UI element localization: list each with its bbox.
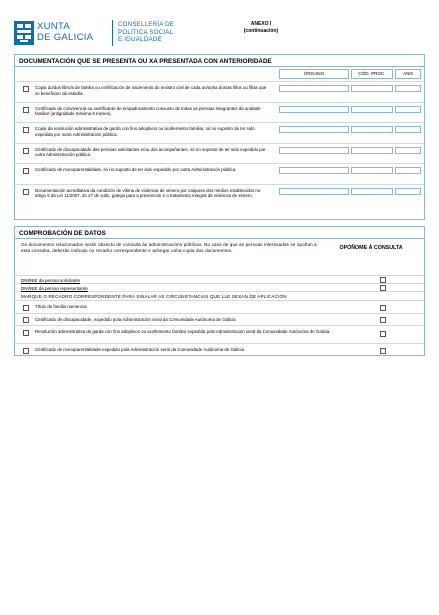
department-name: CONSELLERÍA DE POLÍTICA SOCIAL E IGUALDADE bbox=[118, 21, 175, 44]
dni-representative-row bbox=[15, 284, 424, 292]
document-row bbox=[15, 184, 424, 210]
document-row bbox=[15, 81, 424, 102]
circumstance-checkbox[interactable] bbox=[23, 317, 29, 323]
organ-field[interactable] bbox=[279, 85, 349, 92]
proc-code-field[interactable] bbox=[351, 106, 393, 113]
document-text: Copia da resolución administrativa de garda con fins adoptivos ou acollemento familiar, só no suposto de ter sido expedida por outra Administración pública. bbox=[35, 126, 255, 137]
year-field[interactable] bbox=[395, 147, 421, 154]
verification-row bbox=[15, 326, 424, 344]
document-text: Copia do/dos libro/s de familia ou certificación de nacemento do rexistro civil de cada un/unha dos/as fillos ou fillas que se beneficien da estadía. bbox=[35, 85, 267, 96]
column-proc-code: CÓD. PROC. bbox=[351, 69, 393, 79]
verification-intro bbox=[15, 239, 424, 276]
column-organ: ÓRGANO bbox=[279, 69, 349, 79]
year-field[interactable] bbox=[395, 106, 421, 113]
proc-code-field[interactable] bbox=[351, 188, 393, 195]
proc-code-field[interactable] bbox=[351, 85, 393, 92]
document-checkbox[interactable] bbox=[23, 86, 29, 92]
oppose-dni-representative-checkbox[interactable] bbox=[380, 285, 386, 291]
verification-row-text: Título de familia numerosa bbox=[35, 304, 87, 309]
annex-label: ANEXO I (continuación) bbox=[243, 21, 279, 34]
documents-section bbox=[14, 54, 425, 220]
verification-section bbox=[14, 226, 425, 356]
document-row bbox=[15, 143, 424, 164]
document-checkbox[interactable] bbox=[23, 148, 29, 154]
document-text: Certificado de monoparentalidade, só no suposto de ter sido expedido por outra Administración pública. bbox=[35, 167, 237, 172]
circumstance-checkbox[interactable] bbox=[23, 330, 29, 336]
document-text: Certificado de discapacidade das persoas solicitantes e/ou dos acompañantes, só no suposto de ter sido expedido por outra Administración pública. bbox=[35, 146, 266, 158]
oppose-checkbox[interactable] bbox=[380, 305, 386, 311]
verification-row-text: Certificado de monoparentalidade expedido pola Administración xeral da Comunidade Autónoma de Galicia. bbox=[35, 347, 246, 352]
mark-instruction-row bbox=[15, 292, 424, 301]
proc-code-field[interactable] bbox=[351, 126, 393, 133]
year-field[interactable] bbox=[395, 188, 421, 195]
organ-field[interactable] bbox=[279, 106, 349, 113]
oppose-checkbox[interactable] bbox=[380, 331, 386, 337]
header-divider bbox=[112, 20, 113, 46]
organ-field[interactable] bbox=[279, 188, 349, 195]
verification-row-text: Certificado de discapacidade, expedido pola Administración xeral da Comunidade Autónoma de Galicia bbox=[35, 316, 236, 322]
year-field[interactable] bbox=[395, 126, 421, 133]
verification-row bbox=[15, 301, 424, 314]
xunta-logo-icon bbox=[14, 21, 34, 45]
verification-intro-text: Os documentos relacionados serán obxecto de consulta ás administracións públicas. No caso de que as persoas interesadas se opoñan a esta consulta, deberán indicalo no recadro correspondente e achegar unha copia dos documentos. bbox=[21, 242, 317, 253]
dni-applicant-label: DNI/NIE da persoa solicitante bbox=[21, 277, 81, 283]
circumstance-checkbox[interactable] bbox=[23, 348, 29, 354]
proc-code-field[interactable] bbox=[351, 167, 393, 174]
document-text: Certificado de convivencia ou xustificante de empadroamento conxunto de todas as persoas integrantes da unidade familiar (antigüidade máxima 6 meses). bbox=[35, 105, 261, 117]
mark-instruction-text: MARQUE O RECADRO CORRESPONDENTE PARA SINALAR AS CIRCUNSTANCIAS QUE LLE SEXAN DE APLICACIÓN bbox=[21, 294, 287, 299]
organ-field[interactable] bbox=[279, 147, 349, 154]
organ-field[interactable] bbox=[279, 126, 349, 133]
document-row bbox=[15, 163, 424, 184]
page-header bbox=[14, 18, 425, 50]
column-year: ANO bbox=[395, 69, 421, 79]
verification-row bbox=[15, 344, 424, 357]
document-checkbox[interactable] bbox=[23, 107, 29, 113]
document-row bbox=[15, 102, 424, 123]
verification-row-text: Resolución administrativa de garda con fins adoptivos ou acollemento familiar expedida pola Administración xeral da Comunidade Autónoma de Galicia. bbox=[35, 329, 331, 334]
documents-column-header bbox=[15, 67, 424, 81]
xunta-wordmark: XUNTA DE GALICIA bbox=[37, 21, 94, 43]
oppose-dni-applicant-checkbox[interactable] bbox=[380, 277, 386, 283]
verification-row bbox=[15, 314, 424, 327]
document-checkbox[interactable] bbox=[23, 189, 29, 195]
oppose-checkbox[interactable] bbox=[380, 317, 386, 323]
dni-representative-label: DNI/NIE da persoa representante bbox=[21, 285, 88, 291]
oppose-checkbox[interactable] bbox=[380, 348, 386, 354]
organ-field[interactable] bbox=[279, 167, 349, 174]
document-row bbox=[15, 122, 424, 143]
dni-applicant-row bbox=[15, 276, 424, 284]
document-text: Documentación acreditativa da condición de vítima de violencia de xénero por calquera dos medios establecidos no artigo 5 da Lei 11/2007, do 27 de xullo, galega para a prevención e o tratamento integral da violencia de xénero. bbox=[35, 187, 261, 199]
oppose-consultation-header: OPÓÑOME Á CONSULTA bbox=[339, 245, 403, 251]
year-field[interactable] bbox=[395, 85, 421, 92]
year-field[interactable] bbox=[395, 167, 421, 174]
verification-title: COMPROBACIÓN DE DATOS bbox=[15, 227, 424, 239]
documents-title: DOCUMENTACIÓN QUE SE PRESENTA OU XA PRESENTADA CON ANTERIORIDADE bbox=[15, 55, 424, 67]
proc-code-field[interactable] bbox=[351, 147, 393, 154]
document-checkbox[interactable] bbox=[23, 127, 29, 133]
circumstance-checkbox[interactable] bbox=[23, 305, 29, 311]
document-checkbox[interactable] bbox=[23, 168, 29, 174]
